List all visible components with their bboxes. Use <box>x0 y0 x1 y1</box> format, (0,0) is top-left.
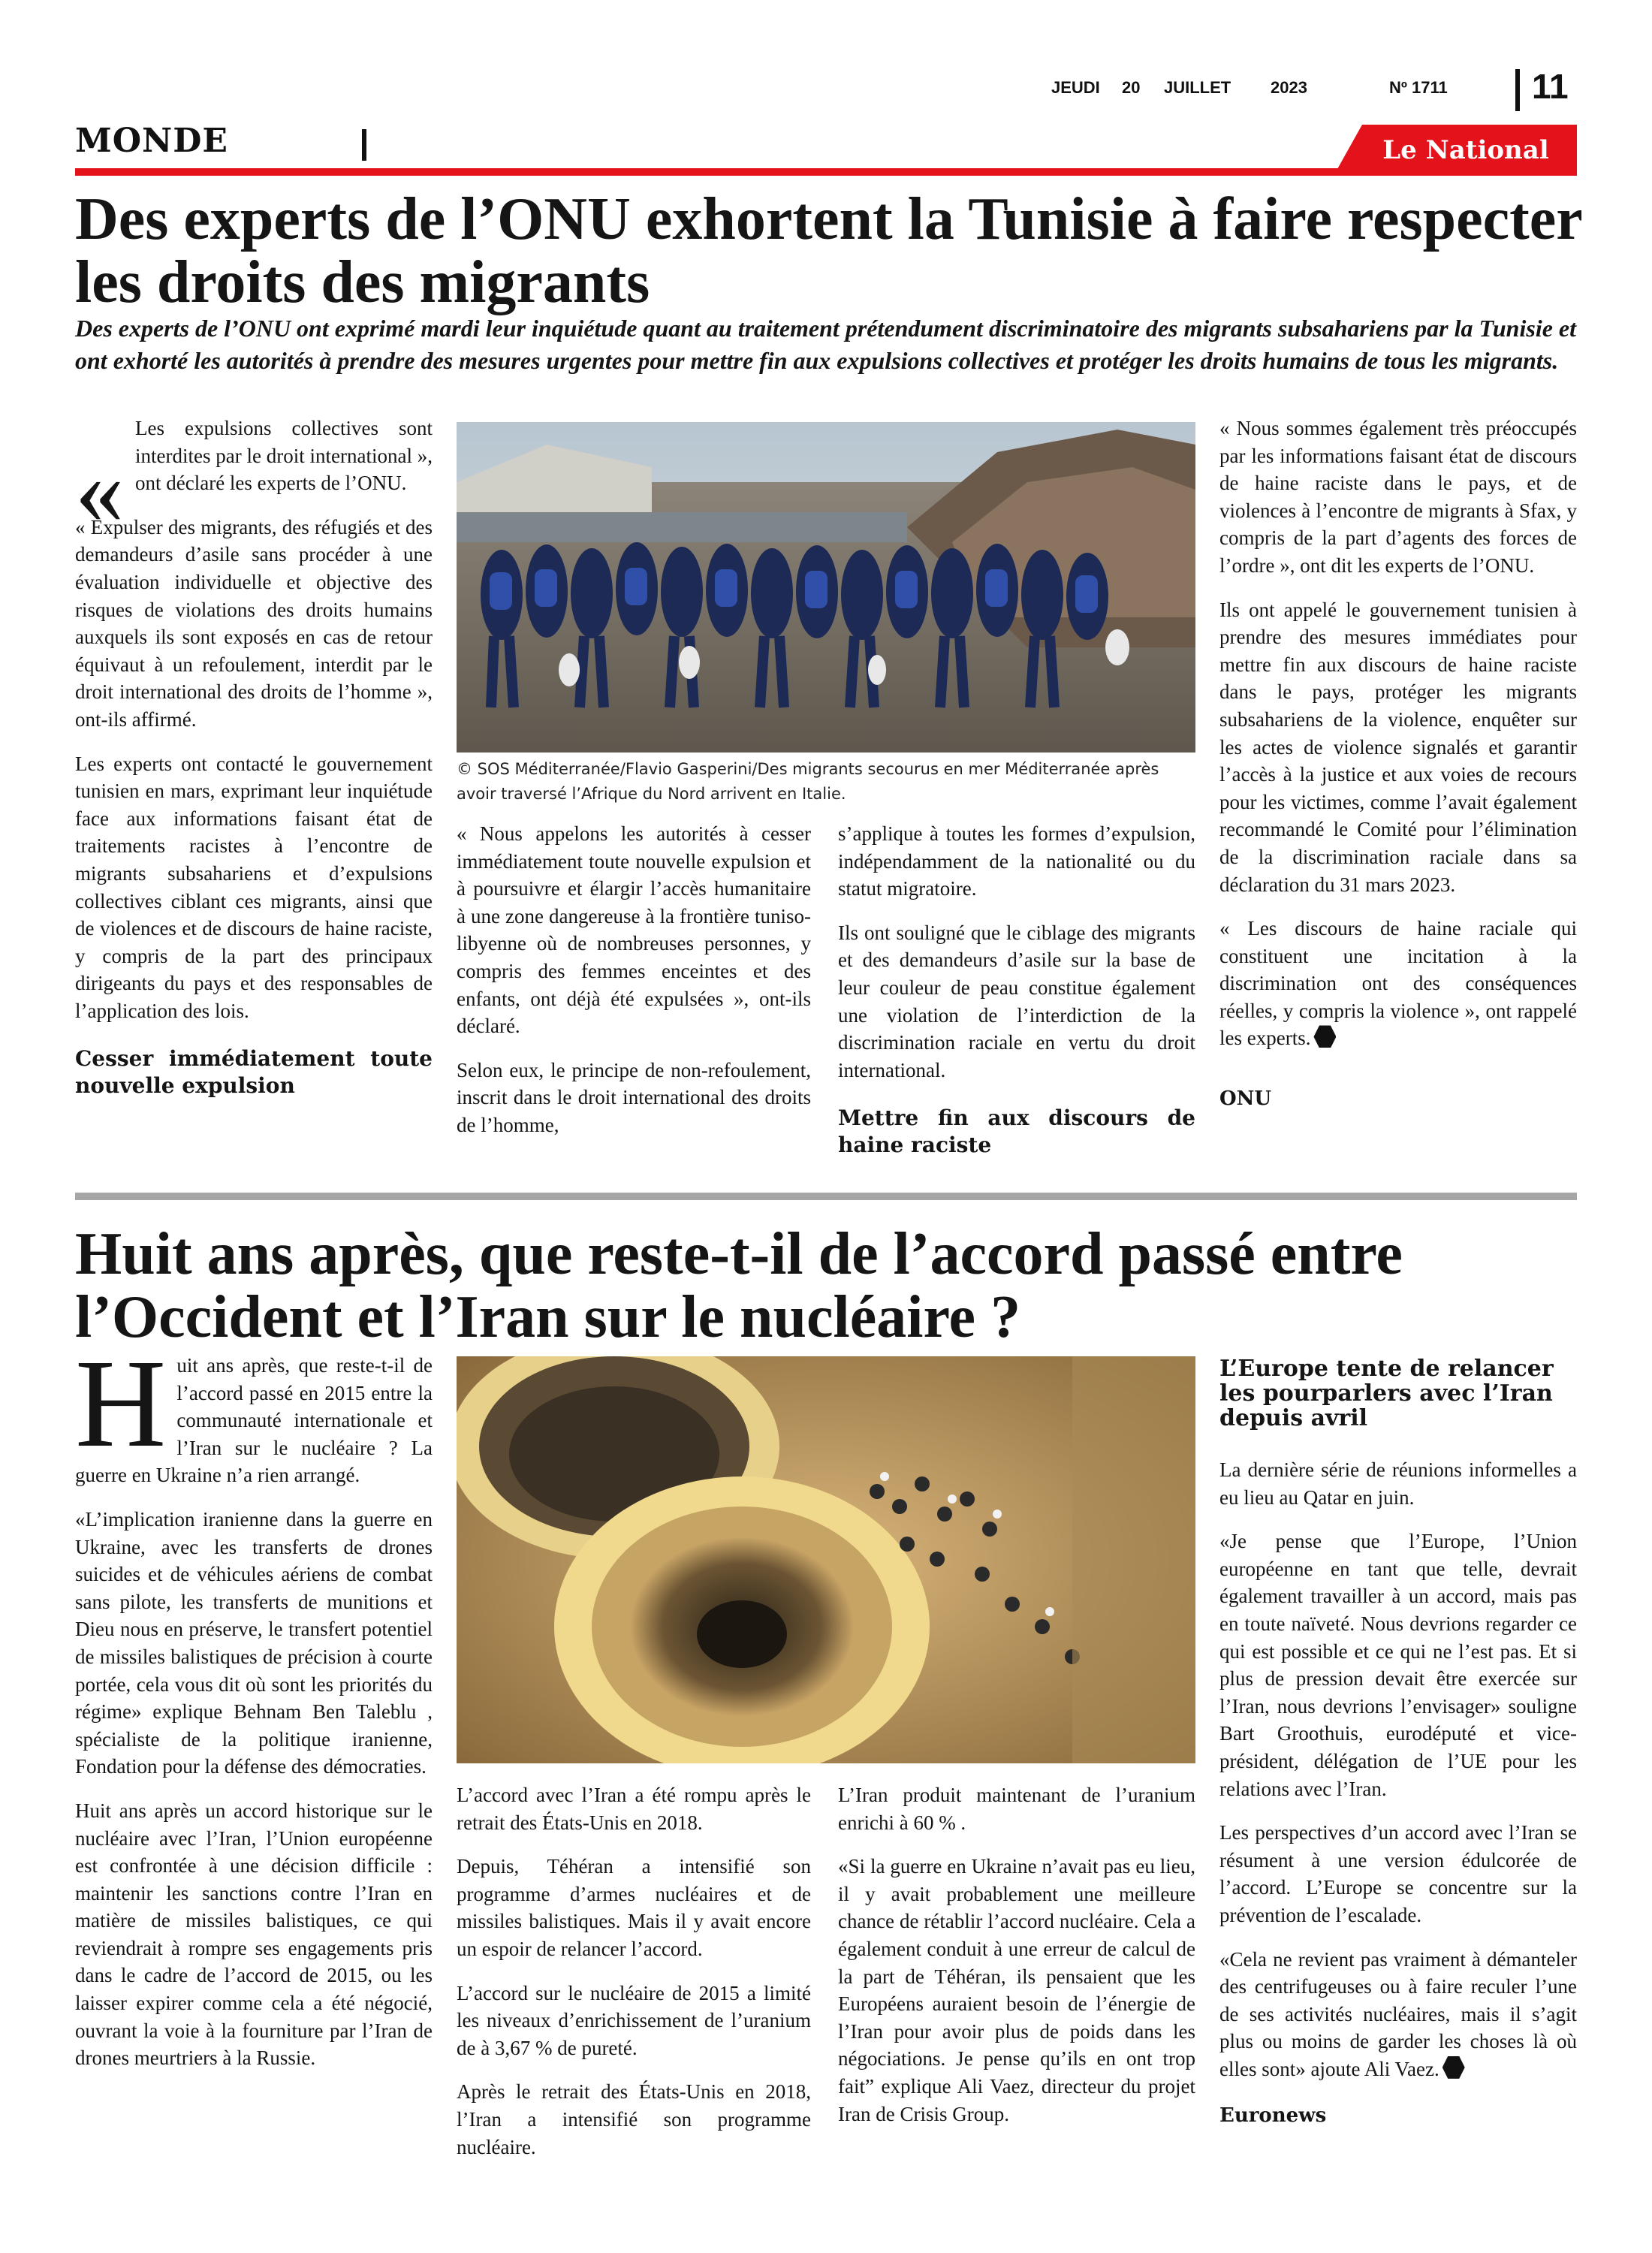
article1-paragraph: Ils ont appelé le gouvernement tunisien à prendre des mesures immédiates pour mettre fin aux discours de haine raciste dans le pays, protéger les migrants subsahariens de la violence, enquêter sur les actes de violence signalés et garantir l’accès à la justice et aux voies de recours pour les victimes, comme l’avait également recommandé le Comité pour l’élimination de la discrimination raciale dans sa déclaration du 31 mars 2023. <box>1219 598 1577 896</box>
article2-paragraph: «Je pense que l’Europe, l’Union européenne en tant que telle, devrait également travailler à un accord, mais pas en toute naïveté. Nous devrions regarder ce qui est possible et ce qui ne l’est pas. Et si plus de pression devait être exercée sur l’Iran, nous devrions l’envisager» souligne Bart Groothuis, eurodéputé et vice-président, délégation de l’UE pour les relations avec l’Iran. <box>1219 1530 1577 1800</box>
header-day: JEUDI <box>1051 78 1100 97</box>
article2-paragraph: Les perspectives d’un accord avec l’Iran se résument à une version édulcorée de l’accord. L’Europe se concentre sur la prévention de l’escalade. <box>1219 1821 1577 1926</box>
article1-column-4 <box>1219 415 1577 1113</box>
page-number: 11 <box>1532 67 1569 106</box>
article1-paragraph: « Expulser des migrants, des réfugiés et des demandeurs d’asile sans procéder à une évaluation individuelle et objective des risques de violations des droits humains auxquels ils sont exposés en cas de retour équivaut à un refoulement, interdit par le droit international des droits de l’homme », ont-ils affirmé. <box>75 515 433 731</box>
article2-column-4 <box>1219 1356 1577 2130</box>
issue-number: Nº 1711 <box>1389 78 1448 97</box>
article1-column-3 <box>838 820 1195 1159</box>
article2-paragraph: La dernière série de réunions informelles a eu lieu au Qatar en juin. <box>1219 1458 1577 1509</box>
article2-paragraph: Huit ans après un accord historique sur le nucléaire avec l’Iran, l’Union européenne est confrontée à une décision difficile : maintenir les sanctions contre l’Iran en matière de missiles balistiques, ce qui reviendrait à rompre ses engagements pris dans le cadre de l’accord de 2015, ou les laisser expirer comme cela a été négocié, ouvrant la voie à la fourniture par l’Iran de drones meurtriers à la Russie. <box>75 1799 433 2070</box>
article1-source: ONU <box>1219 1087 1272 1111</box>
header-month: JUILLET <box>1164 78 1231 97</box>
nuclear-facility-photo-image <box>457 1356 1195 1763</box>
article1-paragraph: Les experts ont contacté le gouvernement tunisien en mars, exprimant leur inquiétude face aux informations faisant état de traitements racistes à l’encontre de migrants subsahariens et d’expulsions collectives ciblant ces migrants, ainsi que de violences et de discours de haine raciste, y compris de la part des principaux dirigeants du pays et des responsables de l’application des lois. <box>75 752 433 1022</box>
article2-paragraph <box>75 1334 433 1489</box>
article2-column-1 <box>75 1334 433 2089</box>
end-mark-icon <box>1313 1025 1336 1048</box>
article2-paragraph: Après le retrait des États-Unis en 2018, l’Iran a intensifié son programme nucléaire. <box>457 2080 811 2158</box>
article2-source: Euronews <box>1219 2104 1327 2128</box>
article2-paragraph: L’Iran produit maintenant de l’uranium enrichi à 60 % . <box>838 1784 1195 1834</box>
article1-paragraph: Ils ont souligné que le ciblage des migrants et des demandeurs d’asile sur la base de leur couleur de peau constitue également une violation de l’interdiction de la discrimination raciale en vertu du droit international. <box>838 921 1195 1081</box>
section-label: MONDE <box>75 122 228 160</box>
photo-caption: © SOS Méditerranée/Flavio Gasperini/Des migrants secourus en mer Méditerranée après avoir traversé l’Afrique du Nord arrivent en Italie. <box>457 760 1159 803</box>
migrants-photo-image <box>457 422 1195 753</box>
brand-name: Le National <box>1382 135 1549 165</box>
page-number-bar <box>1515 69 1520 111</box>
article2-title <box>75 1223 1577 1349</box>
article1-title <box>75 188 1592 314</box>
migrants-photo <box>457 422 1195 753</box>
article1-paragraph: « Nous sommes également très préoccupés par les informations faisant état de discours de haine raciste dans le pays, et de violences à l’encontre de migrants à Sfax, y compris de la part d’agents des forces de l’ordre », ont dit les experts de l’ONU. <box>1219 417 1577 577</box>
article1-last-paragraph: « Les discours de haine raciale qui constituent une incitation à la discrimination ont des conséquences réelles, y compris la violence », ont rappelé les experts. <box>1219 917 1577 1050</box>
article2-column-3 <box>838 1781 1195 2144</box>
article1-title-line1: Des experts de l’ONU exhortent la Tunisie à faire respecter <box>75 186 1583 252</box>
nuclear-facility-photo <box>457 1356 1195 1763</box>
section-divider <box>362 129 366 161</box>
article2-column-2 <box>457 1781 811 2177</box>
article1-paragraph-end <box>1219 915 1577 1052</box>
article-divider <box>75 1193 1577 1200</box>
end-mark-icon <box>1442 2056 1465 2079</box>
article1-column-1 <box>75 415 433 1099</box>
article2-paragraph: «Si la guerre en Ukraine n’avait pas eu lieu, il y avait probablement une meilleure chance de rétablir l’accord nucléaire. Cela a également conduit à une erreur de calcul de la part de Téhéran, ils pensaient que les Européens auraient besoin de l’énergie de l’Iran pour avoir plus de poids dans les négociations. Je pense qu’ils en ont trop fait” explique Ali Vaez, directeur du projet Iran de Crisis Group. <box>838 1855 1195 2125</box>
article2-title-line1: Huit ans après, que reste-t-il de l’accord passé entre <box>75 1221 1403 1287</box>
article1-paragraph: Selon eux, le principe de non-refoulement, inscrit dans le droit international des droits de l’homme, <box>457 1058 811 1136</box>
drop-cap: H <box>75 1334 167 1473</box>
article2-title-line2: l’Occident et l’Iran sur le nucléaire ? <box>75 1284 1021 1350</box>
article2-paragraph-end <box>1219 1946 1577 2083</box>
article1-title-line2: les droits des migrants <box>75 249 650 315</box>
article2-last-paragraph: «Cela ne revient pas vraiment à démanteler des centrifugeuses ou à faire reculer l’une de ses activités nucléaires, mais il s’agit plus ou moins de garder les choses là où elles sont» ajoute Ali Vaez. <box>1219 1947 1577 2080</box>
article2-first-paragraph: uit ans après, que reste-t-il de l’accord passé en 2015 entre la communauté internationale et l’Iran sur le nucléaire ? La guerre en Ukraine n’a rien arrangé. <box>75 1354 433 1487</box>
article1-lead: Des experts de l’ONU ont exprimé mardi leur inquiétude quant au traitement prétendument discriminatoire des migrants subsahariens par la Tunisie et ont exhorté les autorités à prendre des mesures urgentes pour mettre fin aux expulsions collectives et protéger les droits humains de tous les migrants. <box>75 315 1576 374</box>
article1-paragraph: Les expulsions collectives sont interdites par le droit international », ont déclaré les experts de l’ONU. <box>135 417 433 495</box>
opening-quote-mark: « <box>75 436 124 544</box>
article1-subhead-1: Cesser immédiatement toute nouvelle expulsion <box>75 1046 433 1099</box>
article1-subhead-2: Mettre fin aux discours de haine raciste <box>838 1105 1195 1158</box>
header-date: 20 <box>1122 78 1141 97</box>
article1-column-2 <box>457 820 811 1156</box>
article2-subhead: L’Europe tente de relancer les pourparlers avec l’Iran depuis avril <box>1219 1356 1554 1431</box>
article1-paragraph: s’applique à toutes les formes d’expulsion, indépendamment de la nationalité ou du statut migratoire. <box>838 822 1195 900</box>
article2-paragraph: L’accord avec l’Iran a été rompu après le retrait des États-Unis en 2018. <box>457 1784 811 1834</box>
article2-paragraph: L’accord sur le nucléaire de 2015 a limité les niveaux d’enrichissement de l’uranium de à 3,67 % de pureté. <box>457 1981 811 2059</box>
article2-paragraph: Depuis, Téhéran a intensifié son programme d’armes nucléaires et de missiles balistiques. Mais il y avait encore un espoir de relancer l’accord. <box>457 1855 811 1960</box>
article2-paragraph: «L’implication iranienne dans la guerre en Ukraine, avec les transferts de drones suicides et de véhicules aériens de combat sans pilote, les transferts de munitions et Dieu nous en préserve, le transfert potentiel de missiles balistiques de précision à courte portée, cela vous dit où sont les priorités du régime» explique Behnam Ben Taleblu , spécialiste de la politique iranienne, Fondation pour la défense des démocraties. <box>75 1507 433 1778</box>
header-year: 2023 <box>1271 78 1307 97</box>
article1-paragraph: « Nous appelons les autorités à cesser immédiatement toute nouvelle expulsion et à poursuivre et élargir l’accès humanitaire à une zone dangereuse à la frontière tuniso-libyenne où de nombreuses personnes, y compris des femmes enceintes et des enfants, ont déjà été expulsées », ont-ils déclaré. <box>457 822 811 1038</box>
